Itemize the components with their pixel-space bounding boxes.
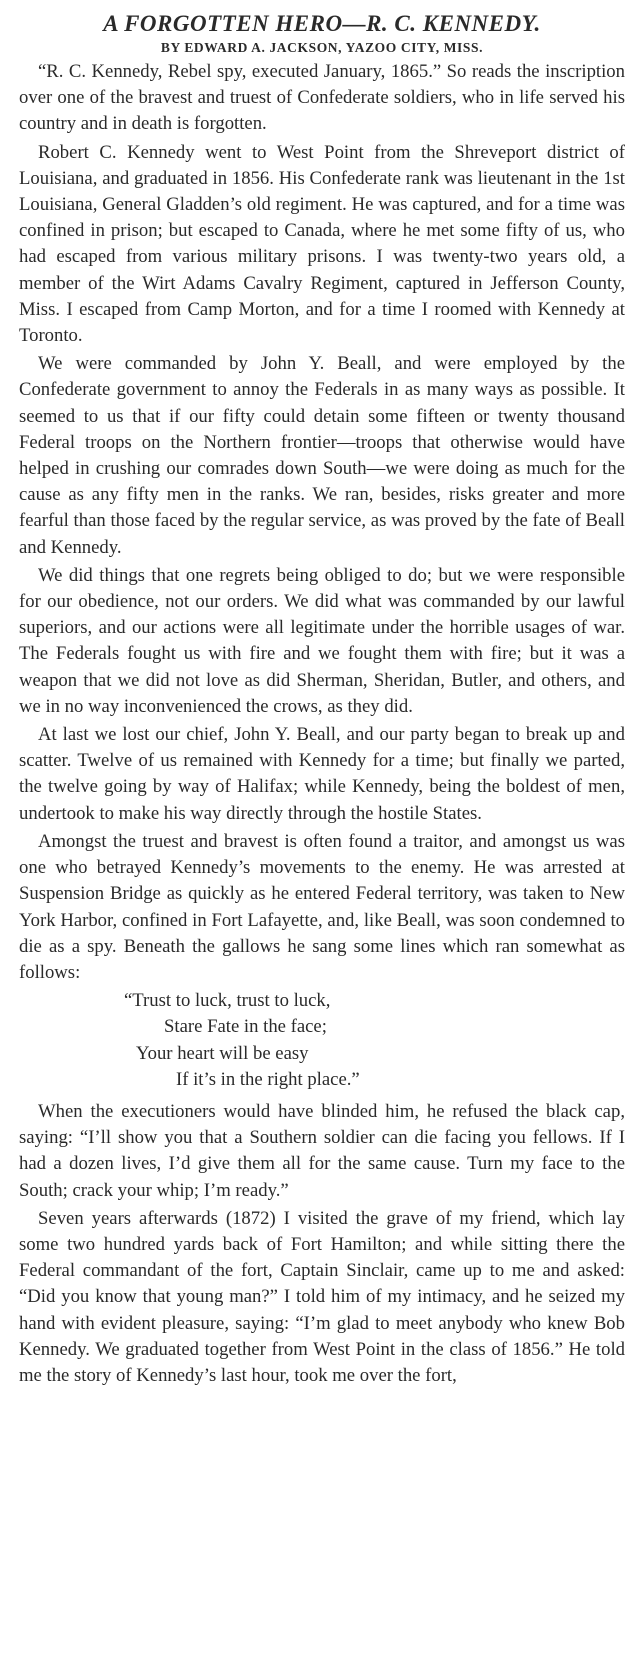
paragraph-betrayal: Amongst the truest and bravest is often found a traitor, and amongst us was one who betrayed Kennedy’s movements to the enemy. He was arrested at Suspension Bridge as quickly as he entered Federal territory, was taken to New York Harbor, confined in Fort Lafayette, and, like Beall, was soon condemned to die as a spy. Beneath the gallows he sang some lines which ran somewhat as follows: [19,830,625,983]
paragraph-obedience: We did things that one regrets being obliged to do; but we were responsible for our obedience, not our orders. We did what was commanded by our lawful superiors, and our actions were all legitimate under the horrible usages of war. The Federals fought us with fire and we fought them with fire; but it was a weapon that we did not love as did Sherman, Sheridan, Butler, and others, and we in no way inconvenienced the crows, as they did. [19,564,625,717]
article-byline: BY EDWARD A. JACKSON, YAZOO CITY, MISS. [160,40,484,55]
paragraph-inscription: “R. C. Kennedy, Rebel spy, executed January, 1865.” So reads the inscription over one of the bravest and truest of Confederate soldiers, who in life served his country and in death is forgotten. [19,61,625,135]
paragraph-beall-command: We were commanded by John Y. Beall, and were employed by the Confederate government to annoy the Federals in as many ways as possible. It seemed to us that if our fifty could detain some fifteen or twenty thousand Federal troops on the Northern frontier—troops that otherwise would have helped in crushing our comrades down South—we were doing as much for the cause as any fifty men in the ranks. We ran, besides, risks greater and more fearful than those faced by the regular service, as was proved by the fate of Beall and Kennedy. [19,353,625,558]
poem-line: Stare Fate in the face; [164,1016,327,1038]
poem-line: If it’s in the right place.” [176,1068,360,1090]
paragraph-party-scatter: At last we lost our chief, John Y. Beall, and our party began to break up and scatter. Twelve of us remained with Kennedy for a time; but finally we parted, the twelve going by way of Halifax; while Kennedy, being the boldest of men, undertook to make his way directly through the hostile States. [19,724,625,824]
gallows-poem [19,988,625,1093]
paragraph-grave-visit: Seven years afterwards (1872) I visited the grave of my friend, which lay some two hundred yards back of Fort Hamilton; and while sitting there the Federal commandant of the fort, Captain Sinclair, came up to me and asked: “Did you know that young man?” I told him of my intimacy, and he seized my hand with evident pleasure, saying: “I’m glad to meet anybody who knew Bob Kennedy. We graduated together from West Point in the class of 1856.” He told me the story of Kennedy’s last hour, took me over the fort, [19,1207,625,1386]
paragraph-west-point: Robert C. Kennedy went to West Point from the Shreveport district of Louisiana, and graduated in 1856. His Confederate rank was lieutenant in the 1st Louisiana, General Gladden’s old regiment. He was captured, and for a time was confined in prison; but escaped to Canada, where he met some fifty of us, who had escaped from various military prisons. I was twenty-two years old, a member of the Wirt Adams Cavalry Regiment, captured in Jefferson County, Miss. I escaped from Camp Morton, and for a time I roomed with Kennedy at Toronto. [19,141,625,347]
poem-line: Your heart will be easy [136,1042,309,1064]
article-title: A FORGOTTEN HERO—R. C. KENNEDY. [103,11,541,36]
paragraph-black-cap: When the executioners would have blinded him, he refused the black cap, saying: “I’ll show you that a Southern soldier can die facing you fellows. If I had a dozen lives, I’d give them all for the same cause. Turn my face to the South; crack your whip; I’m ready.” [19,1100,625,1201]
article-body [19,59,625,1389]
poem-line: “Trust to luck, trust to luck, [124,990,331,1012]
